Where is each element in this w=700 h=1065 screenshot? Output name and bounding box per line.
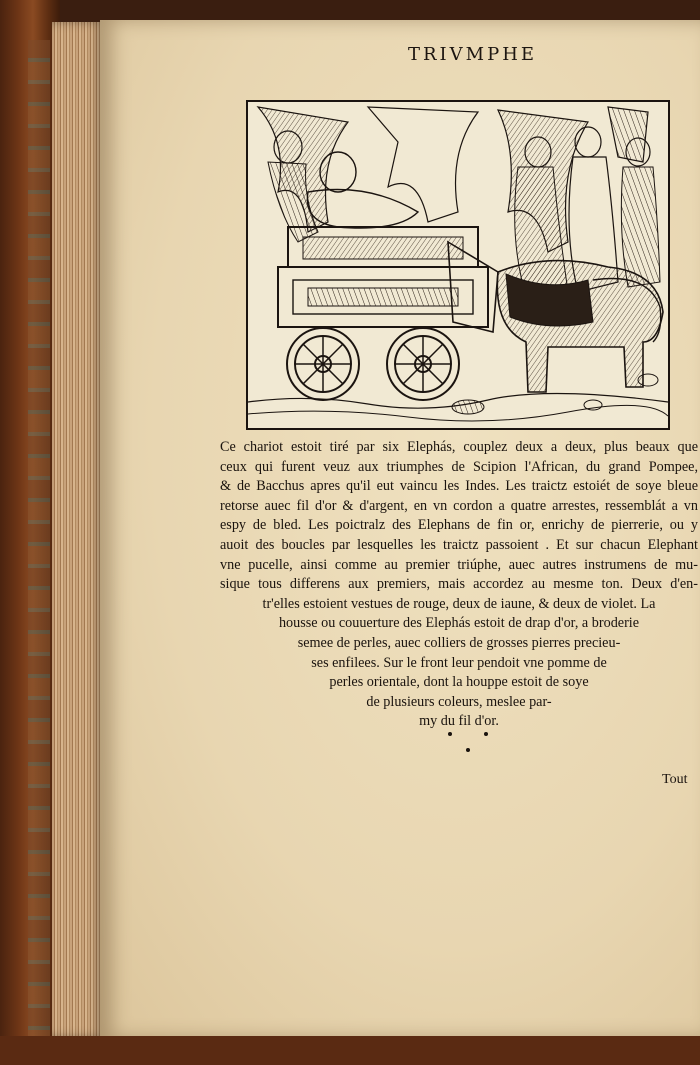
body-line: & de Bacchus apres qu'il eut vaincu les Indes. Les traictz estoiét de soye bleue <box>220 478 698 495</box>
body-line: vne pucelle, ainsi comme au premier triúphe, auec autres instrumens de mu- <box>220 556 698 573</box>
body-line: ses enfilees. Sur le front leur pendoit vne pomme de <box>311 654 607 671</box>
woodcut-illustration <box>246 100 670 430</box>
body-line: auoit des boucles par lesquelles les traictz passoient . Et sur chacun Elephant <box>220 536 698 553</box>
binding-bottom-edge <box>0 1036 700 1065</box>
body-text <box>220 438 698 732</box>
body-line: tr'elles estoient vestues de rouge, deux de iaune, & deux de violet. La <box>262 595 656 612</box>
asterism-ornament <box>440 728 500 758</box>
page-edges <box>52 22 104 1037</box>
body-line: espy de bled. Les poictralz des Elephans de fin or, enrichy de pierrerie, ou y <box>220 517 698 534</box>
body-line: semee de perles, auec colliers de grosses pierres precieu- <box>297 634 621 651</box>
body-line: sique tous differens aux premiers, mais accordez au mesme ton. Deux d'en- <box>220 576 698 593</box>
running-head: TRIVMPHE <box>408 44 538 65</box>
body-line: housse ou couuerture des Elephás estoit de drap d'or, a broderie <box>278 615 640 632</box>
body-line: my du fil d'or. <box>419 713 499 730</box>
body-line: perles orientale, dont la houppe estoit de soye <box>329 674 589 691</box>
catchword: Tout <box>662 772 688 787</box>
body-line: de plusieurs coleurs, meslee par- <box>366 693 552 710</box>
body-line: ceux qui furent veuz aux triumphes de Scipion l'African, du grand Pompee, <box>220 458 698 475</box>
body-line: Ce chariot estoit tiré par six Elephás, couplez deux a deux, plus beaux que <box>220 439 698 455</box>
book-binding <box>0 0 60 1065</box>
body-line: retorse auec fil d'or & d'argent, en vn cordon a quatre arrestes, ressemblát a vn <box>220 497 698 514</box>
